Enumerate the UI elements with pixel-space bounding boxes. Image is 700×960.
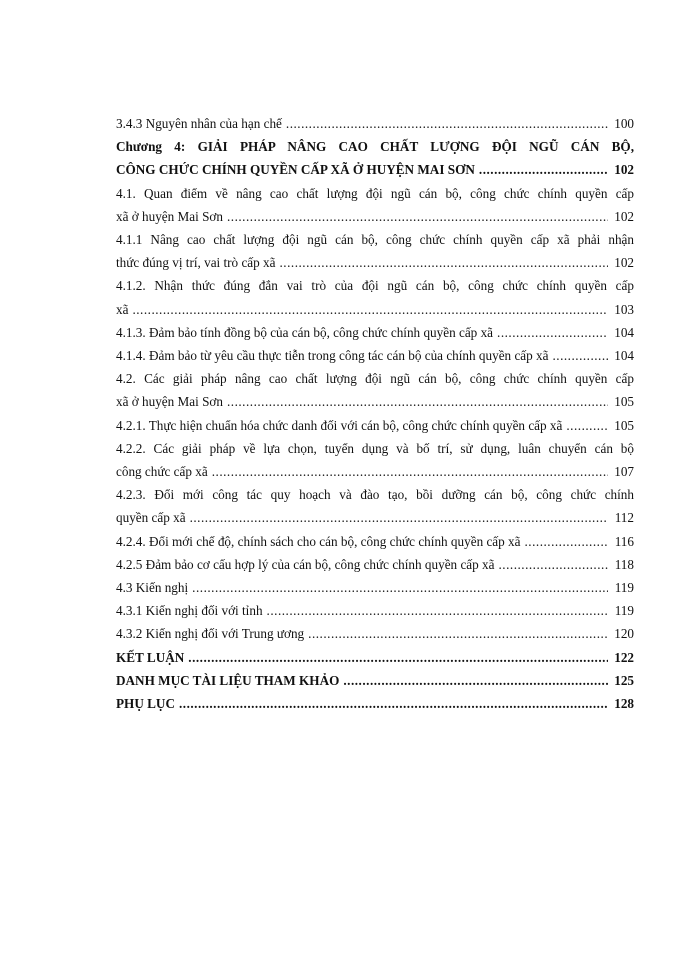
dot-leader bbox=[190, 506, 608, 529]
toc-entry-title: xã ở huyện Mai Sơn bbox=[116, 208, 223, 224]
toc-page-number: 120 bbox=[614, 626, 634, 642]
toc-entry[interactable] bbox=[116, 553, 634, 576]
toc-entry-final-line bbox=[116, 576, 634, 599]
toc-entry-final-line bbox=[116, 530, 634, 553]
dot-leader bbox=[227, 390, 608, 413]
toc-entry-text-line: Chương 4: GIẢI PHÁP NÂNG CAO CHẤT LƯỢNG ĐỘI NGŨ CÁN BỘ, bbox=[116, 139, 634, 155]
toc-entry-title: 4.3.1 Kiến nghị đối với tỉnh bbox=[116, 603, 263, 619]
toc-entry[interactable] bbox=[116, 112, 634, 135]
toc-entry[interactable] bbox=[116, 414, 634, 437]
toc-page-number: 103 bbox=[614, 301, 634, 317]
toc-page-number: 102 bbox=[614, 162, 634, 178]
toc-entry-final-line bbox=[116, 112, 634, 135]
dot-leader bbox=[227, 205, 608, 228]
toc-entry-final-line bbox=[116, 251, 634, 274]
toc-page-number: 119 bbox=[614, 580, 634, 596]
toc-entry-title: xã ở huyện Mai Sơn bbox=[116, 394, 223, 410]
toc-entry-title: quyền cấp xã bbox=[116, 510, 186, 526]
toc-entry-title: 4.2.4. Đổi mới chế độ, chính sách cho cán bộ, công chức chính quyền cấp xã bbox=[116, 533, 521, 549]
dot-leader bbox=[286, 112, 608, 135]
toc-page-number: 105 bbox=[614, 417, 634, 433]
toc-entry-title: CÔNG CHỨC CHÍNH QUYỀN CẤP XÃ Ở HUYỆN MAI SƠN bbox=[116, 162, 475, 178]
toc-entry-final-line bbox=[116, 344, 634, 367]
toc-entry[interactable] bbox=[116, 669, 634, 692]
toc-entry-title: 4.3.2 Kiến nghị đối với Trung ương bbox=[116, 626, 305, 642]
toc-entry-title: 4.1.3. Đảm bảo tính đồng bộ của cán bộ, công chức chính quyền cấp xã bbox=[116, 324, 494, 340]
toc-entry-final-line bbox=[116, 622, 634, 645]
toc-entry[interactable] bbox=[116, 182, 634, 228]
toc-entry[interactable] bbox=[116, 646, 634, 669]
toc-entry-title: 4.2.1. Thực hiện chuẩn hóa chức danh đối với cán bộ, công chức chính quyền cấp xã bbox=[116, 417, 563, 433]
dot-leader bbox=[267, 599, 608, 622]
dot-leader bbox=[497, 321, 608, 344]
table-of-contents bbox=[116, 112, 634, 715]
toc-page-number: 128 bbox=[614, 696, 634, 712]
toc-entry-text-line: 4.2.3. Đổi mới công tác quy hoạch và đào tạo, bồi dưỡng cán bộ, công chức chính bbox=[116, 487, 634, 503]
toc-page-number: 104 bbox=[614, 348, 634, 364]
toc-entry[interactable] bbox=[116, 576, 634, 599]
toc-entry-final-line bbox=[116, 158, 634, 181]
toc-entry-text-line: 4.1.2. Nhận thức đúng đắn vai trò của đội ngũ cán bộ, công chức chính quyền cấp bbox=[116, 278, 634, 294]
toc-entry[interactable] bbox=[116, 622, 634, 645]
toc-entry-final-line bbox=[116, 205, 634, 228]
toc-entry-title: 4.3 Kiến nghị bbox=[116, 580, 189, 596]
toc-entry-title: 3.4.3 Nguyên nhân của hạn chế bbox=[116, 116, 282, 131]
toc-page-number: 119 bbox=[614, 603, 634, 619]
toc-page-number: 104 bbox=[614, 324, 634, 340]
toc-entry-final-line bbox=[116, 506, 634, 529]
toc-entry[interactable] bbox=[116, 135, 634, 181]
toc-entry-title: 4.1.4. Đảm bảo từ yêu cầu thực tiễn trong công tác cán bộ của chính quyền cấp xã bbox=[116, 348, 549, 364]
toc-entry-text-line: 4.2. Các giải pháp nâng cao chất lượng đội ngũ cán bộ, công chức chính quyền cấp bbox=[116, 371, 634, 387]
toc-page-number: 116 bbox=[614, 533, 634, 549]
toc-entry-final-line bbox=[116, 460, 634, 483]
toc-entry-title: công chức cấp xã bbox=[116, 464, 208, 480]
toc-entry-title: thức đúng vị trí, vai trò cấp xã bbox=[116, 255, 276, 271]
toc-page-number: 122 bbox=[614, 649, 634, 665]
toc-entry-final-line bbox=[116, 669, 634, 692]
dot-leader bbox=[566, 414, 608, 437]
dot-leader bbox=[212, 460, 608, 483]
dot-leader bbox=[499, 553, 609, 576]
toc-entry-final-line bbox=[116, 390, 634, 413]
toc-entry-title: KẾT LUẬN bbox=[116, 649, 185, 665]
toc-entry[interactable] bbox=[116, 344, 634, 367]
dot-leader bbox=[479, 158, 608, 181]
toc-page-number: 102 bbox=[614, 255, 634, 271]
toc-entry[interactable] bbox=[116, 321, 634, 344]
dot-leader bbox=[525, 530, 609, 553]
toc-entry[interactable] bbox=[116, 483, 634, 529]
toc-entry[interactable] bbox=[116, 274, 634, 320]
toc-entry-title: xã bbox=[116, 301, 129, 317]
dot-leader bbox=[188, 646, 608, 669]
toc-entry[interactable] bbox=[116, 692, 634, 715]
toc-page-number: 102 bbox=[614, 208, 634, 224]
toc-entry[interactable] bbox=[116, 228, 634, 274]
toc-entry-final-line bbox=[116, 414, 634, 437]
toc-page-number: 105 bbox=[614, 394, 634, 410]
toc-entry[interactable] bbox=[116, 599, 634, 622]
toc-entry-title: 4.2.5 Đảm bảo cơ cấu hợp lý của cán bộ, công chức chính quyền cấp xã bbox=[116, 556, 495, 572]
toc-entry-final-line bbox=[116, 692, 634, 715]
toc-entry[interactable] bbox=[116, 530, 634, 553]
toc-entry[interactable] bbox=[116, 437, 634, 483]
toc-entry-final-line bbox=[116, 321, 634, 344]
toc-page-number: 107 bbox=[614, 464, 634, 480]
toc-entry-final-line bbox=[116, 599, 634, 622]
toc-entry-final-line bbox=[116, 298, 634, 321]
toc-entry-title: PHỤ LỤC bbox=[116, 696, 175, 712]
dot-leader bbox=[280, 251, 609, 274]
toc-entry-final-line bbox=[116, 646, 634, 669]
dot-leader bbox=[132, 298, 608, 321]
toc-entry-text-line: 4.1. Quan điểm về nâng cao chất lượng đội ngũ cán bộ, công chức chính quyền cấp bbox=[116, 185, 634, 201]
dot-leader bbox=[192, 576, 608, 599]
dot-leader bbox=[308, 622, 608, 645]
toc-entry[interactable] bbox=[116, 367, 634, 413]
dot-leader bbox=[552, 344, 608, 367]
dot-leader bbox=[179, 692, 608, 715]
dot-leader bbox=[343, 669, 608, 692]
toc-entry-title: DANH MỤC TÀI LIỆU THAM KHẢO bbox=[116, 672, 340, 688]
toc-page-number: 118 bbox=[614, 556, 634, 572]
toc-page-number: 100 bbox=[614, 116, 634, 131]
toc-page-number: 125 bbox=[614, 672, 634, 688]
toc-entry-text-line: 4.1.1 Nâng cao chất lượng đội ngũ cán bộ, công chức chính quyền cấp xã phải nhận bbox=[116, 232, 634, 248]
toc-page-number: 112 bbox=[614, 510, 634, 526]
toc-entry-final-line bbox=[116, 553, 634, 576]
toc-entry-text-line: 4.2.2. Các giải pháp về lựa chọn, tuyển dụng và bố trí, sử dụng, luân chuyển cán bộ bbox=[116, 440, 634, 456]
